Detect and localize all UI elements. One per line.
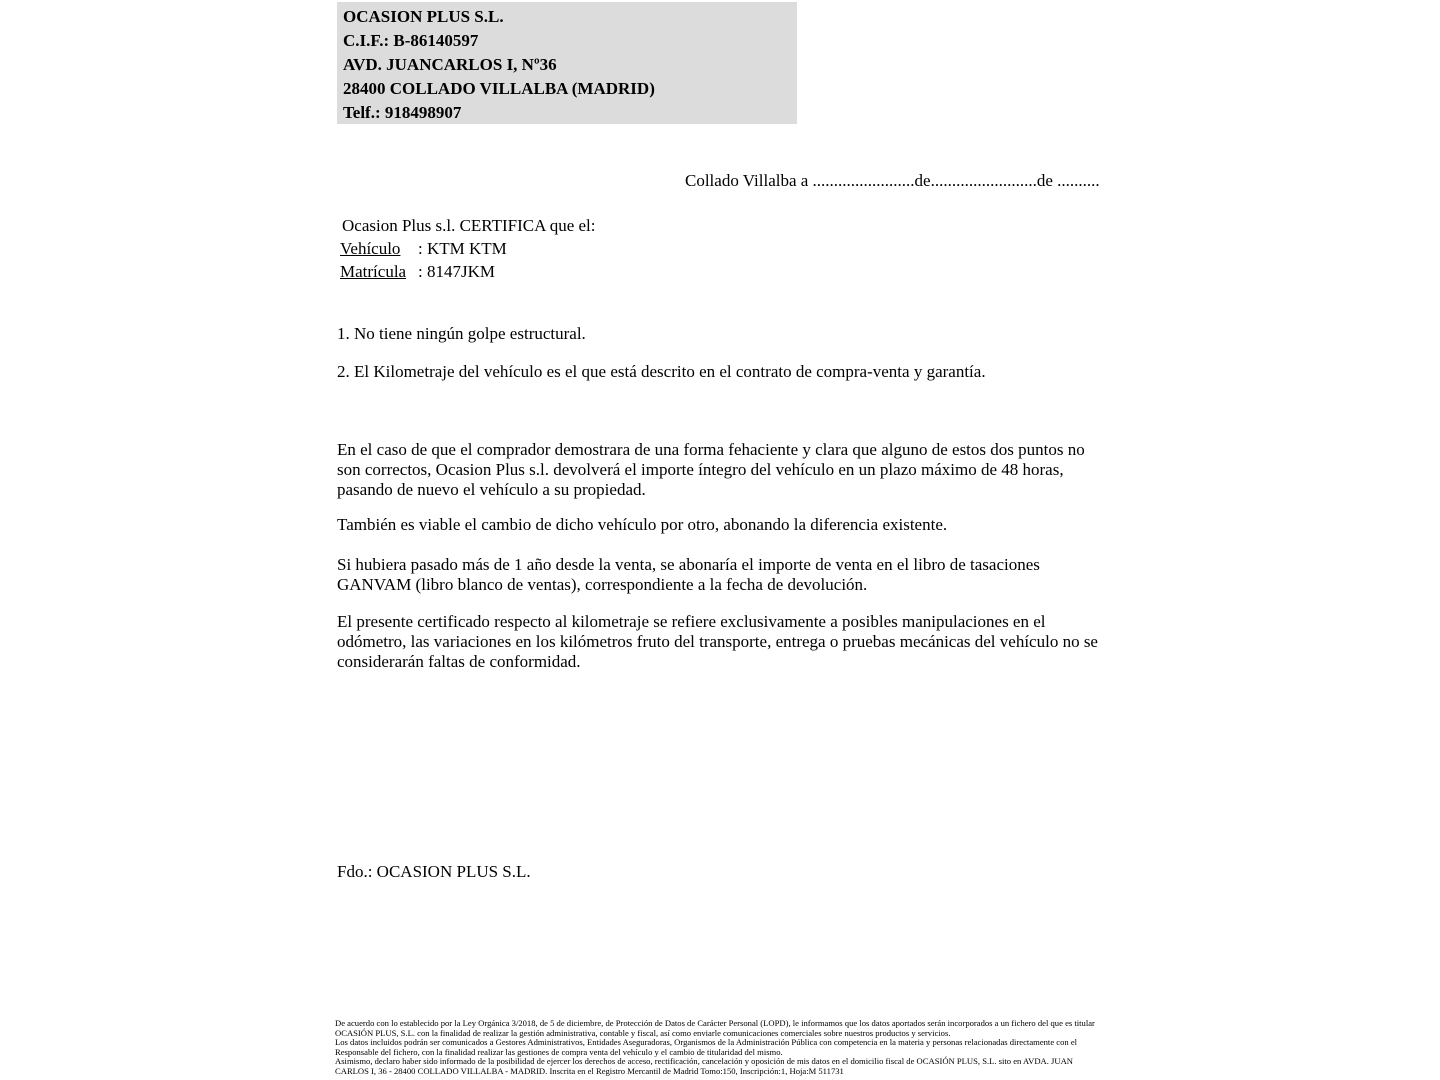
signature-line: Fdo.: OCASION PLUS S.L. — [337, 862, 531, 881]
date-line: Collado Villalba a ........................de.........................de .......... — [685, 171, 1100, 190]
company-name: OCASION PLUS S.L. — [343, 7, 504, 26]
paragraph-ganvam: Si hubiera pasado más de 1 año desde la venta, se abonaría el importe de venta en el libro de tasaciones GANVAM (libro blanco de ventas), correspondiente a la fecha de devolución. — [337, 555, 1040, 594]
legal-paragraph-3: Asimismo, declaro haber sido informado de la posibilidad de ejercer los derechos de acceso, rectificación, cancelación y oposición de mis datos en el domicilio fiscal de OCASIÓN PLUS, S.L. sito en AVDA. JUAN CARLOS I, 36 - 28400 COLLADO VILLALBA - MADRID. Inscrita en el Registro Mercantil de Madrid Tomo:150, Inscripción:1, Hoja:M 511731 — [335, 1056, 1074, 1076]
vehicle-value: : KTM KTM — [418, 239, 507, 258]
company-header-block — [337, 2, 797, 124]
point-1: 1. No tiene ningún golpe estructural. — [337, 324, 586, 343]
legal-paragraph-1: De acuerdo con lo establecido por la Ley Orgánica 3/2018, de 5 de diciembre, de Protección de Datos de Carácter Personal (LOPD), le informamos que los datos aportados serán incorporados a un fichero del que es titular OCASIÓN PLUS, S.L. con la finalidad de realizar la gestión administrativa, contable y fiscal, así como enviarle comunicaciones comerciales sobre nuestros productos y servicios. — [335, 1018, 1095, 1038]
company-phone: Telf.: 918498907 — [343, 103, 462, 122]
company-city: 28400 COLLADO VILLALBA (MADRID) — [343, 79, 655, 98]
vehicle-label: Vehículo — [340, 239, 401, 258]
legal-notice — [335, 1019, 1100, 1077]
plate-row — [340, 262, 495, 282]
plate-value: : 8147JKM — [418, 262, 495, 281]
legal-paragraph-2: Los datos incluidos podrán ser comunicados a Gestores Administrativos, Entidades Aseguradoras, Organismos de la Administración Pública con competencia en la materia y personas relacionadas directamente con el Responsable del fichero, con la finalidad realizar las gestiones de compra venta del vehículo y el cambio de titularidad del mismo. — [335, 1037, 1078, 1057]
company-cif: C.I.F.: B-86140597 — [343, 31, 479, 50]
paragraph-odometer: El presente certificado respecto al kilometraje se refiere exclusivamente a posibles manipulaciones en el odómetro, las variaciones en los kilómetros fruto del transporte, entrega o pruebas mecánicas del vehículo no se considerarán faltas de conformidad. — [337, 612, 1098, 671]
vehicle-row — [340, 239, 507, 259]
plate-label: Matrícula — [340, 262, 407, 281]
certify-intro: Ocasion Plus s.l. CERTIFICA que el: — [342, 216, 596, 235]
paragraph-refund: En el caso de que el comprador demostrara de una forma fehaciente y clara que alguno de estos dos puntos no son correctos, Ocasion Plus s.l. devolverá el importe íntegro del vehículo en un plazo máximo de 48 horas, pasando de nuevo el vehículo a su propiedad. — [337, 440, 1085, 499]
company-address: AVD. JUANCARLOS I, Nº36 — [343, 55, 557, 74]
paragraph-exchange: También es viable el cambio de dicho vehículo por otro, abonando la diferencia existente. — [337, 515, 948, 534]
point-2: 2. El Kilometraje del vehículo es el que está descrito en el contrato de compra-venta y garantía. — [337, 362, 986, 381]
